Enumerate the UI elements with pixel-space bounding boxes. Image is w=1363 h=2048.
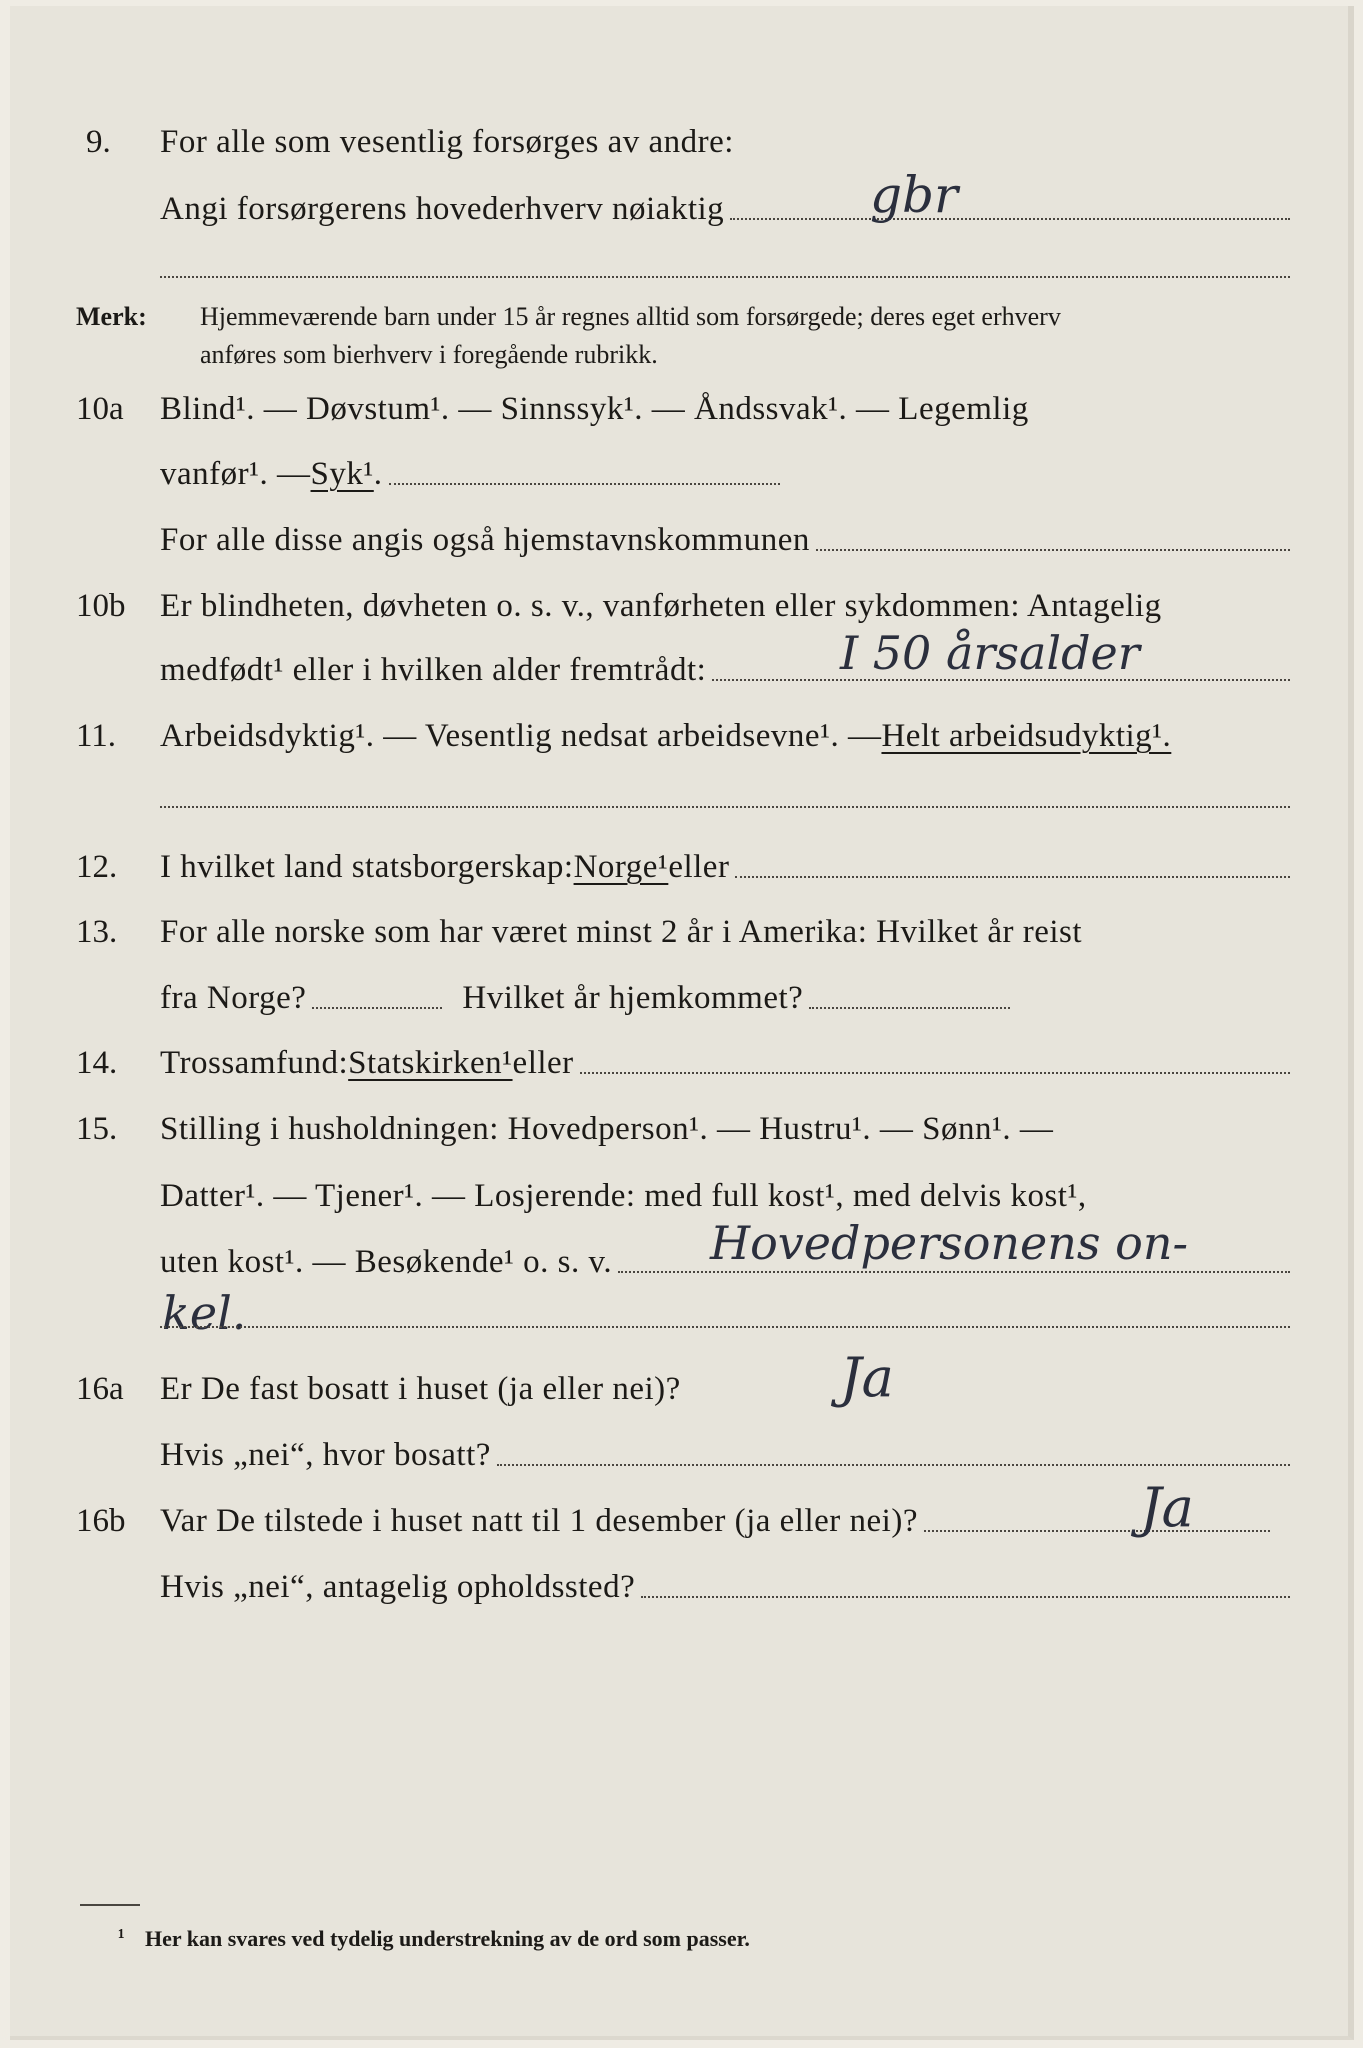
q10a-number: 10a bbox=[76, 391, 124, 427]
q13-line1: For alle norske som har været minst 2 år i Amerika: Hvilket år reist bbox=[160, 914, 1083, 950]
q15-line1: Stilling i husholdningen: Hovedperson¹. — Hustru¹. — Sønn¹. — bbox=[160, 1111, 1054, 1147]
q16b-line2 bbox=[160, 1569, 1290, 1606]
q9-prompt: Angi forsørgerens hovederhverv nøiaktig bbox=[160, 191, 725, 227]
q15-field[interactable] bbox=[618, 1270, 1290, 1273]
q15-extra-line bbox=[160, 1326, 1290, 1328]
q10a-vanfor: vanfør¹. — bbox=[160, 456, 311, 492]
q12-line bbox=[160, 849, 1290, 886]
q10a-line2 bbox=[160, 456, 780, 493]
q14-field[interactable] bbox=[580, 1071, 1290, 1074]
q11-extra-line bbox=[160, 806, 1290, 808]
q9-answer-field[interactable] bbox=[730, 217, 1290, 220]
q10a-hjemstavn-field[interactable] bbox=[816, 548, 1290, 551]
q16a-field[interactable] bbox=[497, 1463, 1290, 1466]
q10a-line3 bbox=[160, 522, 1290, 559]
q16a-handwritten-answer: Ja bbox=[840, 1346, 894, 1409]
q9-extra-line bbox=[160, 276, 1290, 278]
q13-line2 bbox=[160, 980, 1010, 1017]
merk-text-2: anføres som bierhverv i foregående rubrikk. bbox=[200, 340, 658, 369]
q12-prompt: I hvilket land statsborgerskap: bbox=[160, 849, 574, 885]
q13-reist-prompt: fra Norge? bbox=[160, 980, 307, 1016]
q11-options: Arbeidsdyktig¹. — Vesentlig nedsat arbeidsevne¹. — bbox=[160, 718, 882, 754]
q10a-period: . bbox=[373, 456, 383, 492]
q13-reist-field[interactable] bbox=[312, 1006, 442, 1009]
q14-eller: eller bbox=[512, 1045, 574, 1081]
q16a-line2 bbox=[160, 1437, 1290, 1474]
q10b-number: 10b bbox=[76, 588, 126, 624]
q12-number: 12. bbox=[76, 849, 118, 885]
q16b-field1[interactable] bbox=[924, 1529, 1270, 1532]
q14-line bbox=[160, 1045, 1290, 1082]
q10b-handwritten-answer: I 50 årsalder bbox=[840, 626, 1140, 680]
q11-selected-option: Helt arbeidsudyktig¹. bbox=[881, 718, 1172, 754]
q15-handwritten-answer-2: kel. bbox=[162, 1286, 247, 1340]
q14-number: 14. bbox=[76, 1045, 118, 1081]
q15-number: 15. bbox=[76, 1111, 118, 1147]
q15-prompt: uten kost¹. — Besøkende¹ o. s. v. bbox=[160, 1244, 613, 1280]
q16b-prompt2: Hvis „nei“, antagelig opholdssted? bbox=[160, 1569, 636, 1605]
q11-line bbox=[160, 718, 1171, 755]
q9-answer-line bbox=[160, 191, 1290, 228]
q16b-line1 bbox=[160, 1503, 1270, 1540]
q9-question: For alle som vesentlig forsørges av andre: bbox=[160, 124, 734, 160]
q11-number: 11. bbox=[76, 718, 117, 754]
q13-hjemkommet-field[interactable] bbox=[809, 1006, 1010, 1009]
q13-hjemkommet-prompt: Hvilket år hjemkommet? bbox=[462, 980, 804, 1016]
q10b-prompt: medfødt¹ eller i hvilken alder fremtrådt: bbox=[160, 652, 707, 688]
census-form-page bbox=[10, 6, 1354, 2040]
q12-eller: eller bbox=[668, 849, 730, 885]
merk-text-1: Hjemmeværende barn under 15 år regnes alltid som forsørgede; deres eget erhverv bbox=[200, 302, 1061, 331]
q16b-handwritten-answer: Ja bbox=[1140, 1476, 1194, 1539]
q9-number: 9. bbox=[86, 124, 111, 160]
q16a-prompt: Hvis „nei“, hvor bosatt? bbox=[160, 1437, 491, 1473]
q14-prompt: Trossamfund: bbox=[160, 1045, 349, 1081]
footnote-mark: ¹ bbox=[118, 1924, 125, 1949]
q12-field[interactable] bbox=[735, 875, 1290, 878]
q12-selected-norge: Norge¹ bbox=[573, 849, 669, 885]
q10a-syk-underlined: Syk¹ bbox=[310, 456, 374, 492]
footnote-text: Her kan svares ved tydelig understrekning av de ord som passer. bbox=[145, 1926, 750, 1951]
q16b-field2[interactable] bbox=[641, 1595, 1290, 1598]
q16a-number: 16a bbox=[76, 1371, 124, 1407]
q9-handwritten-answer: gbr bbox=[870, 166, 958, 224]
q10a-field[interactable] bbox=[389, 482, 780, 485]
q16b-prompt1: Var De tilstede i huset natt til 1 desember (ja eller nei)? bbox=[160, 1503, 918, 1539]
q16a-line1: Er De fast bosatt i huset (ja eller nei)? bbox=[160, 1371, 681, 1407]
q10a-line1: Blind¹. — Døvstum¹. — Sinnssyk¹. — Åndssvak¹. — Legemlig bbox=[160, 391, 1029, 427]
q10a-hjemstavn-prompt: For alle disse angis også hjemstavnskommunen bbox=[160, 522, 810, 558]
q13-number: 13. bbox=[76, 914, 118, 950]
merk-label: Merk: bbox=[76, 302, 147, 331]
footnote-rule bbox=[80, 1904, 140, 1906]
q15-line2: Datter¹. — Tjener¹. — Losjerende: med full kost¹, med delvis kost¹, bbox=[160, 1178, 1087, 1214]
q14-selected-statskirken: Statskirken¹ bbox=[348, 1045, 513, 1081]
q16b-number: 16b bbox=[76, 1503, 126, 1539]
q15-handwritten-answer-1: Hovedpersonens on- bbox=[710, 1216, 1188, 1270]
q10b-line1: Er blindheten, døvheten o. s. v., vanførheten eller sykdommen: Antagelig bbox=[160, 588, 1162, 624]
